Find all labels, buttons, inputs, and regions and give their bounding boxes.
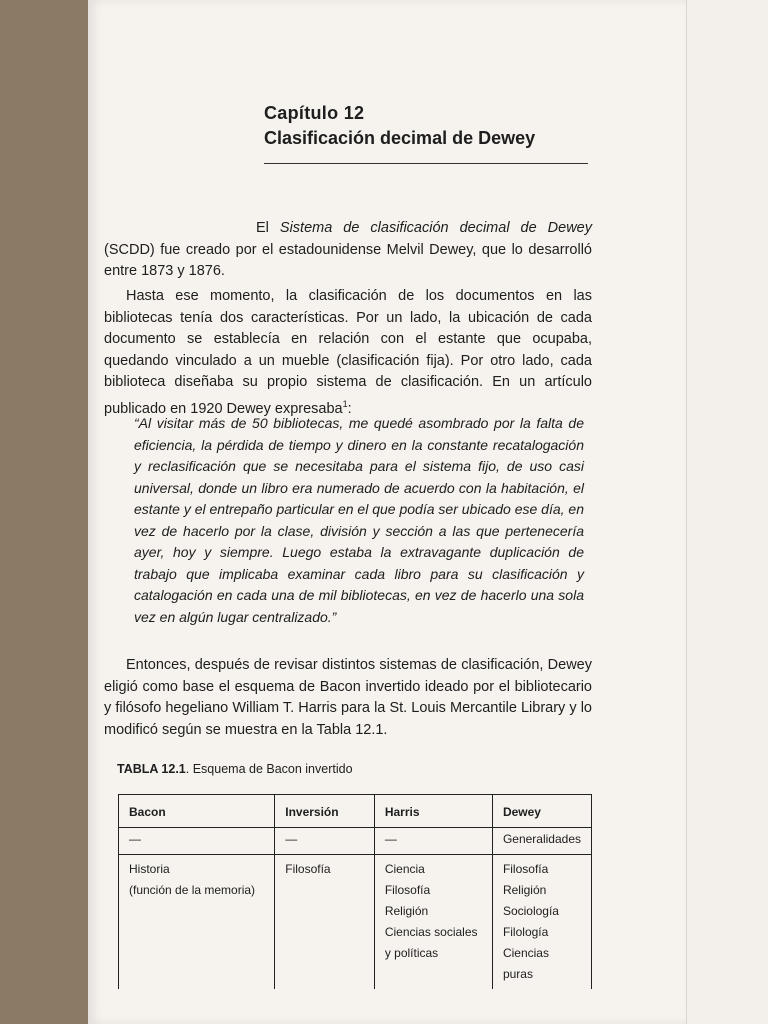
chapter-title: Clasificación decimal de Dewey <box>264 128 536 148</box>
intro-lead: El <box>256 220 280 236</box>
footnote-marker: 1 <box>342 398 348 409</box>
table-caption-label: TABLA 12.1 <box>117 762 186 776</box>
dewey-quote: “Al visitar más de 50 bibliotecas, me quedé asombrado por la falta de eficiencia, la pérdida de tiempo y dinero en la constante recatalogación y reclasificación que se necesitaba para el sistema fijo, de uso casi universal, donde un libro era numerado de acuerdo con la habitación, el estante y el entrepaño particular en el que podía ser ubicado ese día, en vez de hacerlo por la clase, división y sección a las que pertenecería ayer, hoy y siempre. Luego estaba la extravagante duplicación de trabajo que implicaba examinar cada libro para su clasificación y catalogación en cada una de mil bibliotecas, en vez de hacerlo una sola vez en algún lugar centralizado.” <box>134 415 584 625</box>
next-page-edge <box>686 0 768 1024</box>
header-inversion: Inversión <box>275 795 375 828</box>
header-dewey: Dewey <box>492 795 591 828</box>
cell-line: (función de la memoria) <box>129 883 256 897</box>
cell: Generalidades <box>492 828 591 855</box>
cell-line: Filología <box>502 925 549 939</box>
cell-line: Filosofía <box>285 862 331 876</box>
cell: — <box>275 828 375 855</box>
table-caption <box>117 762 353 776</box>
cell: — <box>374 828 492 855</box>
context-end: : <box>347 400 352 417</box>
table-row <box>119 828 592 855</box>
table-header-row <box>119 795 592 828</box>
cell-harris <box>374 855 492 990</box>
intro-rest: (SCDD) fue creado por el estadounidense Melvil Dewey, que lo desarrolló entre 1873 y 1876. <box>104 241 592 279</box>
table-row <box>119 855 592 990</box>
cell-dewey <box>492 855 591 990</box>
title-rule <box>264 163 588 164</box>
header-bacon: Bacon <box>119 795 275 828</box>
cell-line: Religión <box>384 904 429 918</box>
bacon-scheme-table <box>118 794 592 989</box>
chapter-label: Capítulo 12 <box>264 103 365 123</box>
table-caption-text: . Esquema de Bacon invertido <box>185 762 353 776</box>
cell-line: Ciencias sociales <box>384 925 478 939</box>
paragraph-intro <box>104 218 592 283</box>
cell-inversion <box>275 855 375 990</box>
paragraph-context <box>104 286 592 420</box>
cell-line: y políticas <box>384 946 439 960</box>
cell-line: Sociología <box>502 904 559 918</box>
cell-line: Ciencias puras <box>502 946 549 981</box>
cell-line: Historia <box>129 862 170 876</box>
cell-bacon <box>119 855 275 990</box>
header-harris: Harris <box>374 795 492 828</box>
cell-line: Religión <box>502 883 547 897</box>
cell-line: Ciencia <box>384 862 425 876</box>
system-name: Sistema de clasificación decimal de Dewey <box>279 220 592 236</box>
cell-line: Filosofía <box>384 883 431 897</box>
cell-line: Filosofía <box>502 862 549 876</box>
cell: — <box>119 828 275 855</box>
context-text: Hasta ese momento, la clasificación de los documentos en las bibliotecas tenía dos características. Por un lado, la ubicación de cada documento se establecía en relación con el estante que ocupaba, quedando vinculado a un mueble (clasificación fija). Por otro lado, cada biblioteca diseñaba su propio sistema de clasificación. En un artículo publicado en 1920 Dewey expresaba <box>104 288 592 417</box>
paragraph-bacon <box>104 655 592 741</box>
bacon-text: Entonces, después de revisar distintos sistemas de clasificación, Dewey eligió como base el esquema de Bacon invertido ideado por el bibliotecario y filósofo hegeliano William T. Harris para la St. Louis Mercantile Library y lo modificó según se muestra en la Tabla 12.1. <box>104 657 592 738</box>
